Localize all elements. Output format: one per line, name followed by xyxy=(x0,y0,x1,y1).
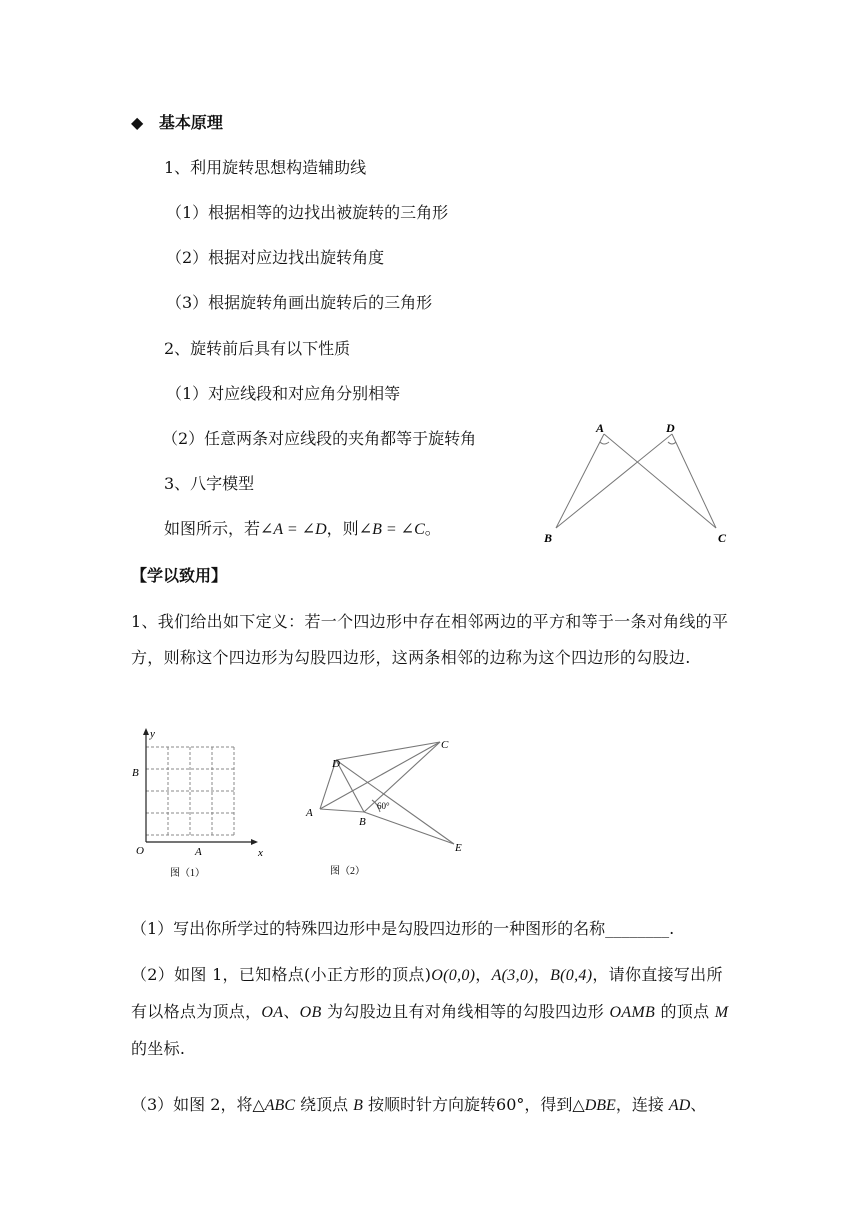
q2-seg-ob: OB xyxy=(299,1004,322,1021)
principle-item-1-3: （3）根据旋转角画出旋转后的三角形 xyxy=(166,293,433,312)
fig-eight-label-c: C xyxy=(718,531,727,545)
condition-angle-b-c: ∠B = ∠C xyxy=(358,521,425,538)
q2-point-a: A(3,0) xyxy=(491,967,534,984)
q2-text-c: 、 xyxy=(283,1002,300,1021)
figure-1-grid xyxy=(128,724,278,884)
principle-heading xyxy=(131,112,223,134)
fig1-axis-y: y xyxy=(150,728,155,740)
q3-text-f: 、 xyxy=(690,1095,707,1114)
principle-item-3: 3、八字模型 xyxy=(164,474,255,493)
diamond-bullet-icon: ◆ xyxy=(131,113,144,132)
item3-text-b: ，则 xyxy=(326,519,359,538)
q2-point-m: M xyxy=(714,1004,729,1021)
question-3 xyxy=(131,1094,706,1117)
principle-item-1-2: （2）根据对应边找出旋转角度 xyxy=(166,248,385,267)
principle-item-1-1: （1）根据相等的边找出被旋转的三角形 xyxy=(166,203,449,222)
q2-point-o: O(0,0) xyxy=(431,967,476,984)
q2-text-a: （2）如图 1，已知格点(小正方形的顶点) xyxy=(131,965,432,984)
figure-2-rotation xyxy=(300,734,480,884)
q3-text-e: ，连接 xyxy=(615,1095,669,1114)
q2-seg-oa: OA xyxy=(261,1004,284,1021)
principle-item-2-2: （2）任意两条对应线段的夹角都等于旋转角 xyxy=(162,429,477,448)
q2-sep-1: ， xyxy=(475,965,492,984)
fig2-label-c: C xyxy=(441,739,449,751)
q3-triangle-abc: ABC xyxy=(264,1097,295,1114)
q2-text-f: 的坐标. xyxy=(131,1039,186,1058)
fig-eight-label-d: D xyxy=(666,421,675,435)
fig1-axis-x: x xyxy=(258,847,263,859)
item3-text-c: 。 xyxy=(424,519,441,538)
section-title: 【学以致用】 xyxy=(131,566,228,585)
q3-seg-ad: AD xyxy=(668,1097,691,1114)
fig1-label-a: A xyxy=(195,846,202,858)
principle-item-2-1: （1）对应线段和对应角分别相等 xyxy=(166,384,401,403)
fig2-caption: 图（2） xyxy=(330,866,365,877)
item3-text-a: 如图所示，若 xyxy=(164,519,261,538)
question-1: （1）写出你所学过的特殊四边形中是勾股四边形的一种图形的名称________. xyxy=(131,919,675,938)
q2-text-d: 为勾股边且有对角线相等的勾股四边形 xyxy=(321,1002,610,1021)
fig2-label-e: E xyxy=(455,842,462,854)
fig1-label-b: B xyxy=(132,767,139,779)
q2-sep-2: ， xyxy=(533,965,551,984)
fig2-label-a: A xyxy=(306,807,313,819)
q3-text-a: （3）如图 2，将△ xyxy=(131,1095,265,1114)
figure-eight-diagram xyxy=(540,418,740,548)
q2-text-e: 的顶点 xyxy=(655,1002,715,1021)
principle-item-3-text xyxy=(164,518,441,541)
fig-eight-label-b: B xyxy=(544,531,553,545)
fig1-caption: 图（1） xyxy=(170,868,205,879)
q3-text-c: 按顺时针方向旋转 xyxy=(362,1095,497,1114)
fig-eight-label-a: A xyxy=(596,421,605,435)
fig2-label-d: D xyxy=(332,758,340,770)
principle-item-1: 1、利用旋转思想构造辅助线 xyxy=(164,158,367,177)
q2-point-b: B(0,4) xyxy=(550,967,593,984)
question-2 xyxy=(131,957,731,1067)
fig2-angle-label: 60° xyxy=(377,801,390,811)
condition-angle-a-d: ∠A = ∠D xyxy=(260,521,327,538)
q3-vertex-b: B xyxy=(353,1097,363,1114)
q3-angle: 60° xyxy=(496,1095,525,1114)
q2-text-b: ，请你直接写出所有以格点为顶点， xyxy=(131,965,723,1021)
q3-triangle-dbe: DBE xyxy=(584,1097,616,1114)
problem-1-intro: 1、我们给出如下定义：若一个四边形中存在相邻两边的平方和等于一条对角线的平方，则称这个四边形为勾股四边形，这两条相邻的边称为这个四边形的勾股边. xyxy=(131,612,729,667)
q3-text-b: 绕顶点 xyxy=(294,1095,354,1114)
principle-item-2: 2、旋转前后具有以下性质 xyxy=(164,339,351,358)
q3-text-d: ，得到△ xyxy=(524,1095,585,1114)
q2-quad-oamb: OAMB xyxy=(609,1004,656,1021)
principle-heading-text: 基本原理 xyxy=(158,113,223,132)
fig2-label-b: B xyxy=(359,816,366,828)
fig1-origin: O xyxy=(136,845,144,857)
